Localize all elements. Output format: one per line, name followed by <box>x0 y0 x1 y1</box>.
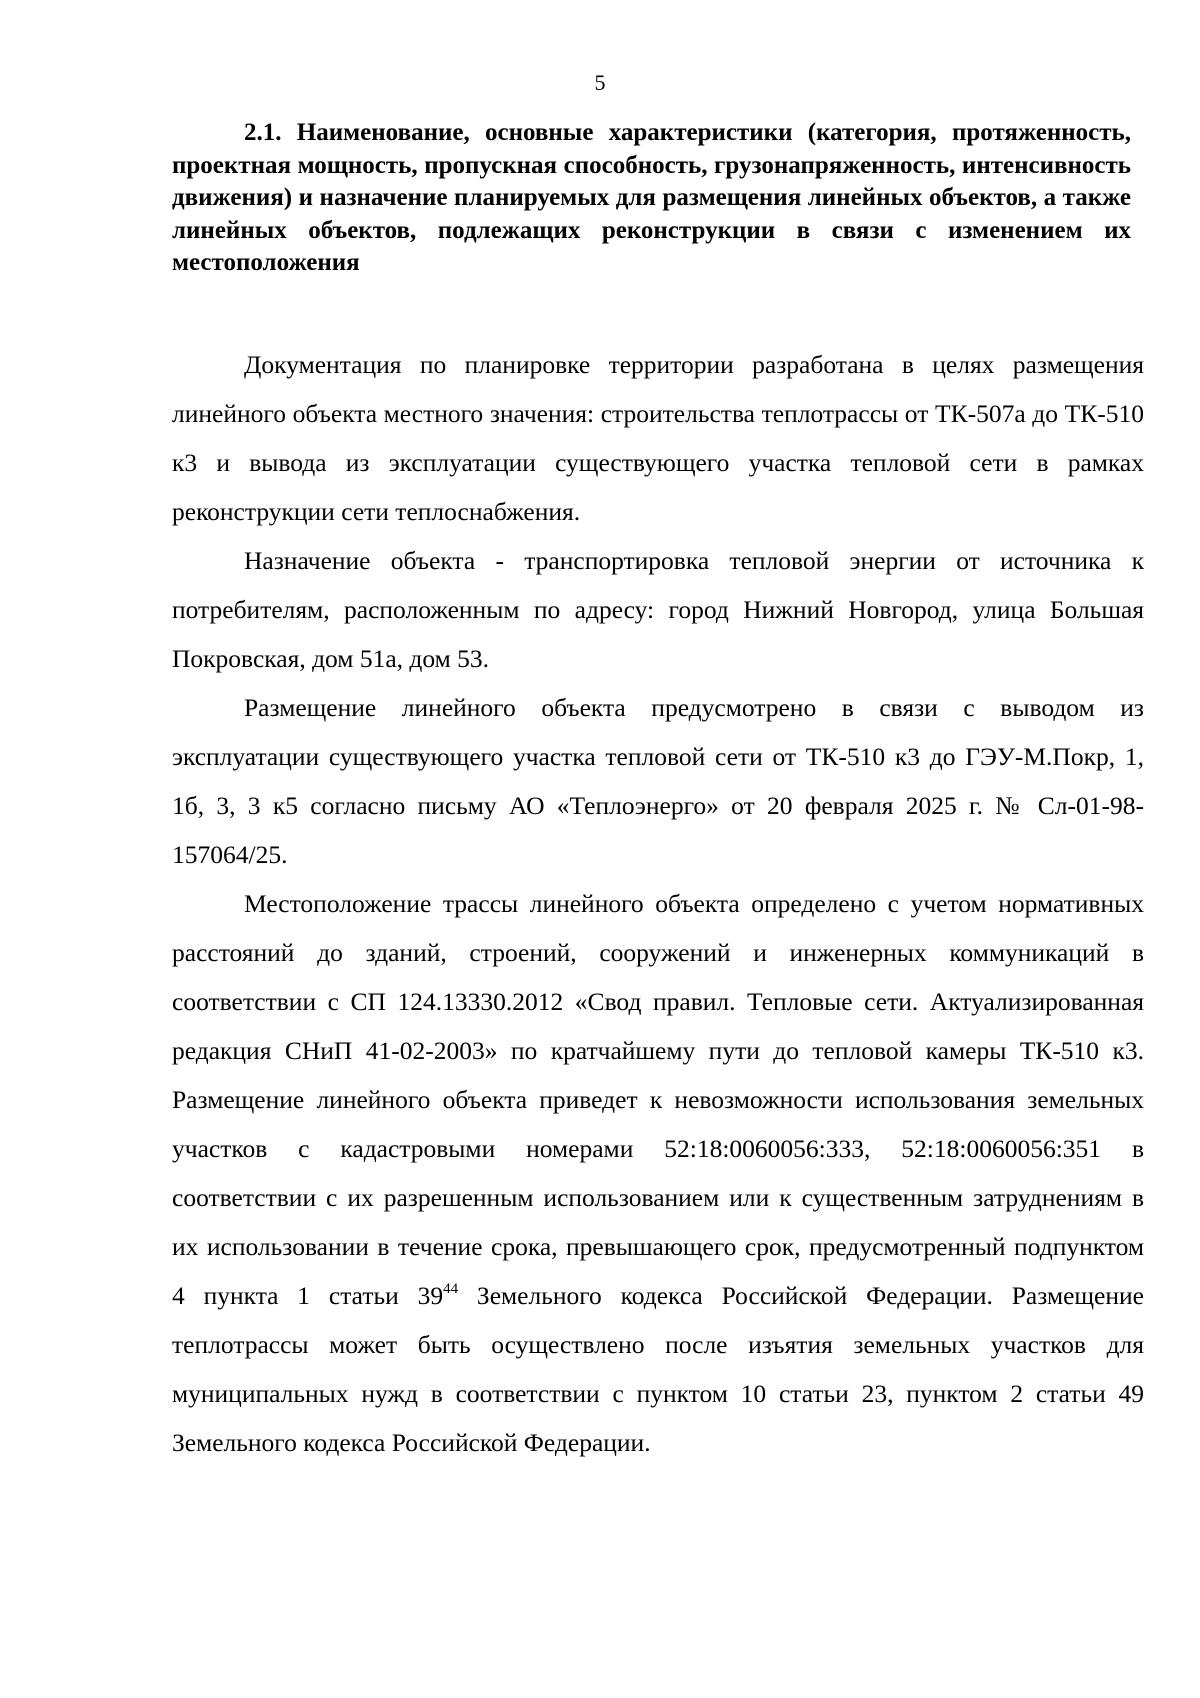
document-body <box>172 340 1144 1467</box>
paragraph-purpose: Документация по планировке территории разработана в целях размещения линейного объекта местного значения: строительства теплотрассы от ТК-507а до ТК-510 к3 и вывода из эксплуатации существующего участка тепловой сети в рамках реконструкции сети теплоснабжения. <box>172 350 1144 526</box>
paragraph-object-designation: Назначение объекта - транспортировка тепловой энергии от источника к потребителям, расположенным по адресу: город Нижний Новгород, улица Большая Покровская, дом 51а, дом 53. <box>172 546 1144 673</box>
page-number: 5 <box>594 70 606 95</box>
paragraph-route-location-text-start: Местоположение трассы линейного объекта определено с учетом нормативных расстояний до зданий, строений, сооружений и инженерных коммуникаций в соответствии с СП 124.13330.2012 «Свод правил. Тепловые сети. Актуализированная редакция СНиП 41-02-2003» по кратчайшему пути до тепловой камеры ТК-510 к3. Размещение линейного объекта приведет к невозможности использования земельных участков с кадастровыми номерами 52:18:0060056:333, 52:18:0060056:351 в соответствии с их разрешенным использованием или к существенным затруднениям в их использовании в течение срока, превышающего срок, предусмотренный подпунктом 4 пункта 1 статьи 39 <box>172 889 1144 1310</box>
section-heading: 2.1. Наименование, основные характеристики (категория, протяженность, проектная мощность, пропускная способность, грузонапряженность, интенсивность движения) и назначение планируемых для размещения линейных объектов, а также линейных объектов, подлежащих реконструкции в связи с изменением их местоположения <box>172 119 1131 276</box>
article-superscript: 44 <box>443 1281 459 1297</box>
paragraph-placement-reason: Размещение линейного объекта предусмотрено в связи с выводом из эксплуатации существующего участка тепловой сети от ТК-510 к3 до ГЭУ-М.Покр, 1, 1б, 3, 3 к5 согласно письму АО «Теплоэнерго» от 20 февраля 2025 г. № Сл-01-98-157064/25. <box>172 693 1144 869</box>
paragraph-route-location-text-end: Земельного кодекса Российской Федерации. Размещение теплотрассы может быть осуществлено после изъятия земельных участков для муниципальных нужд в соответствии с пунктом 10 статьи 23, пунктом 2 статьи 49 Земельного кодекса Российской Федерации. <box>172 1281 1144 1457</box>
paragraph-route-location <box>172 879 1144 1467</box>
